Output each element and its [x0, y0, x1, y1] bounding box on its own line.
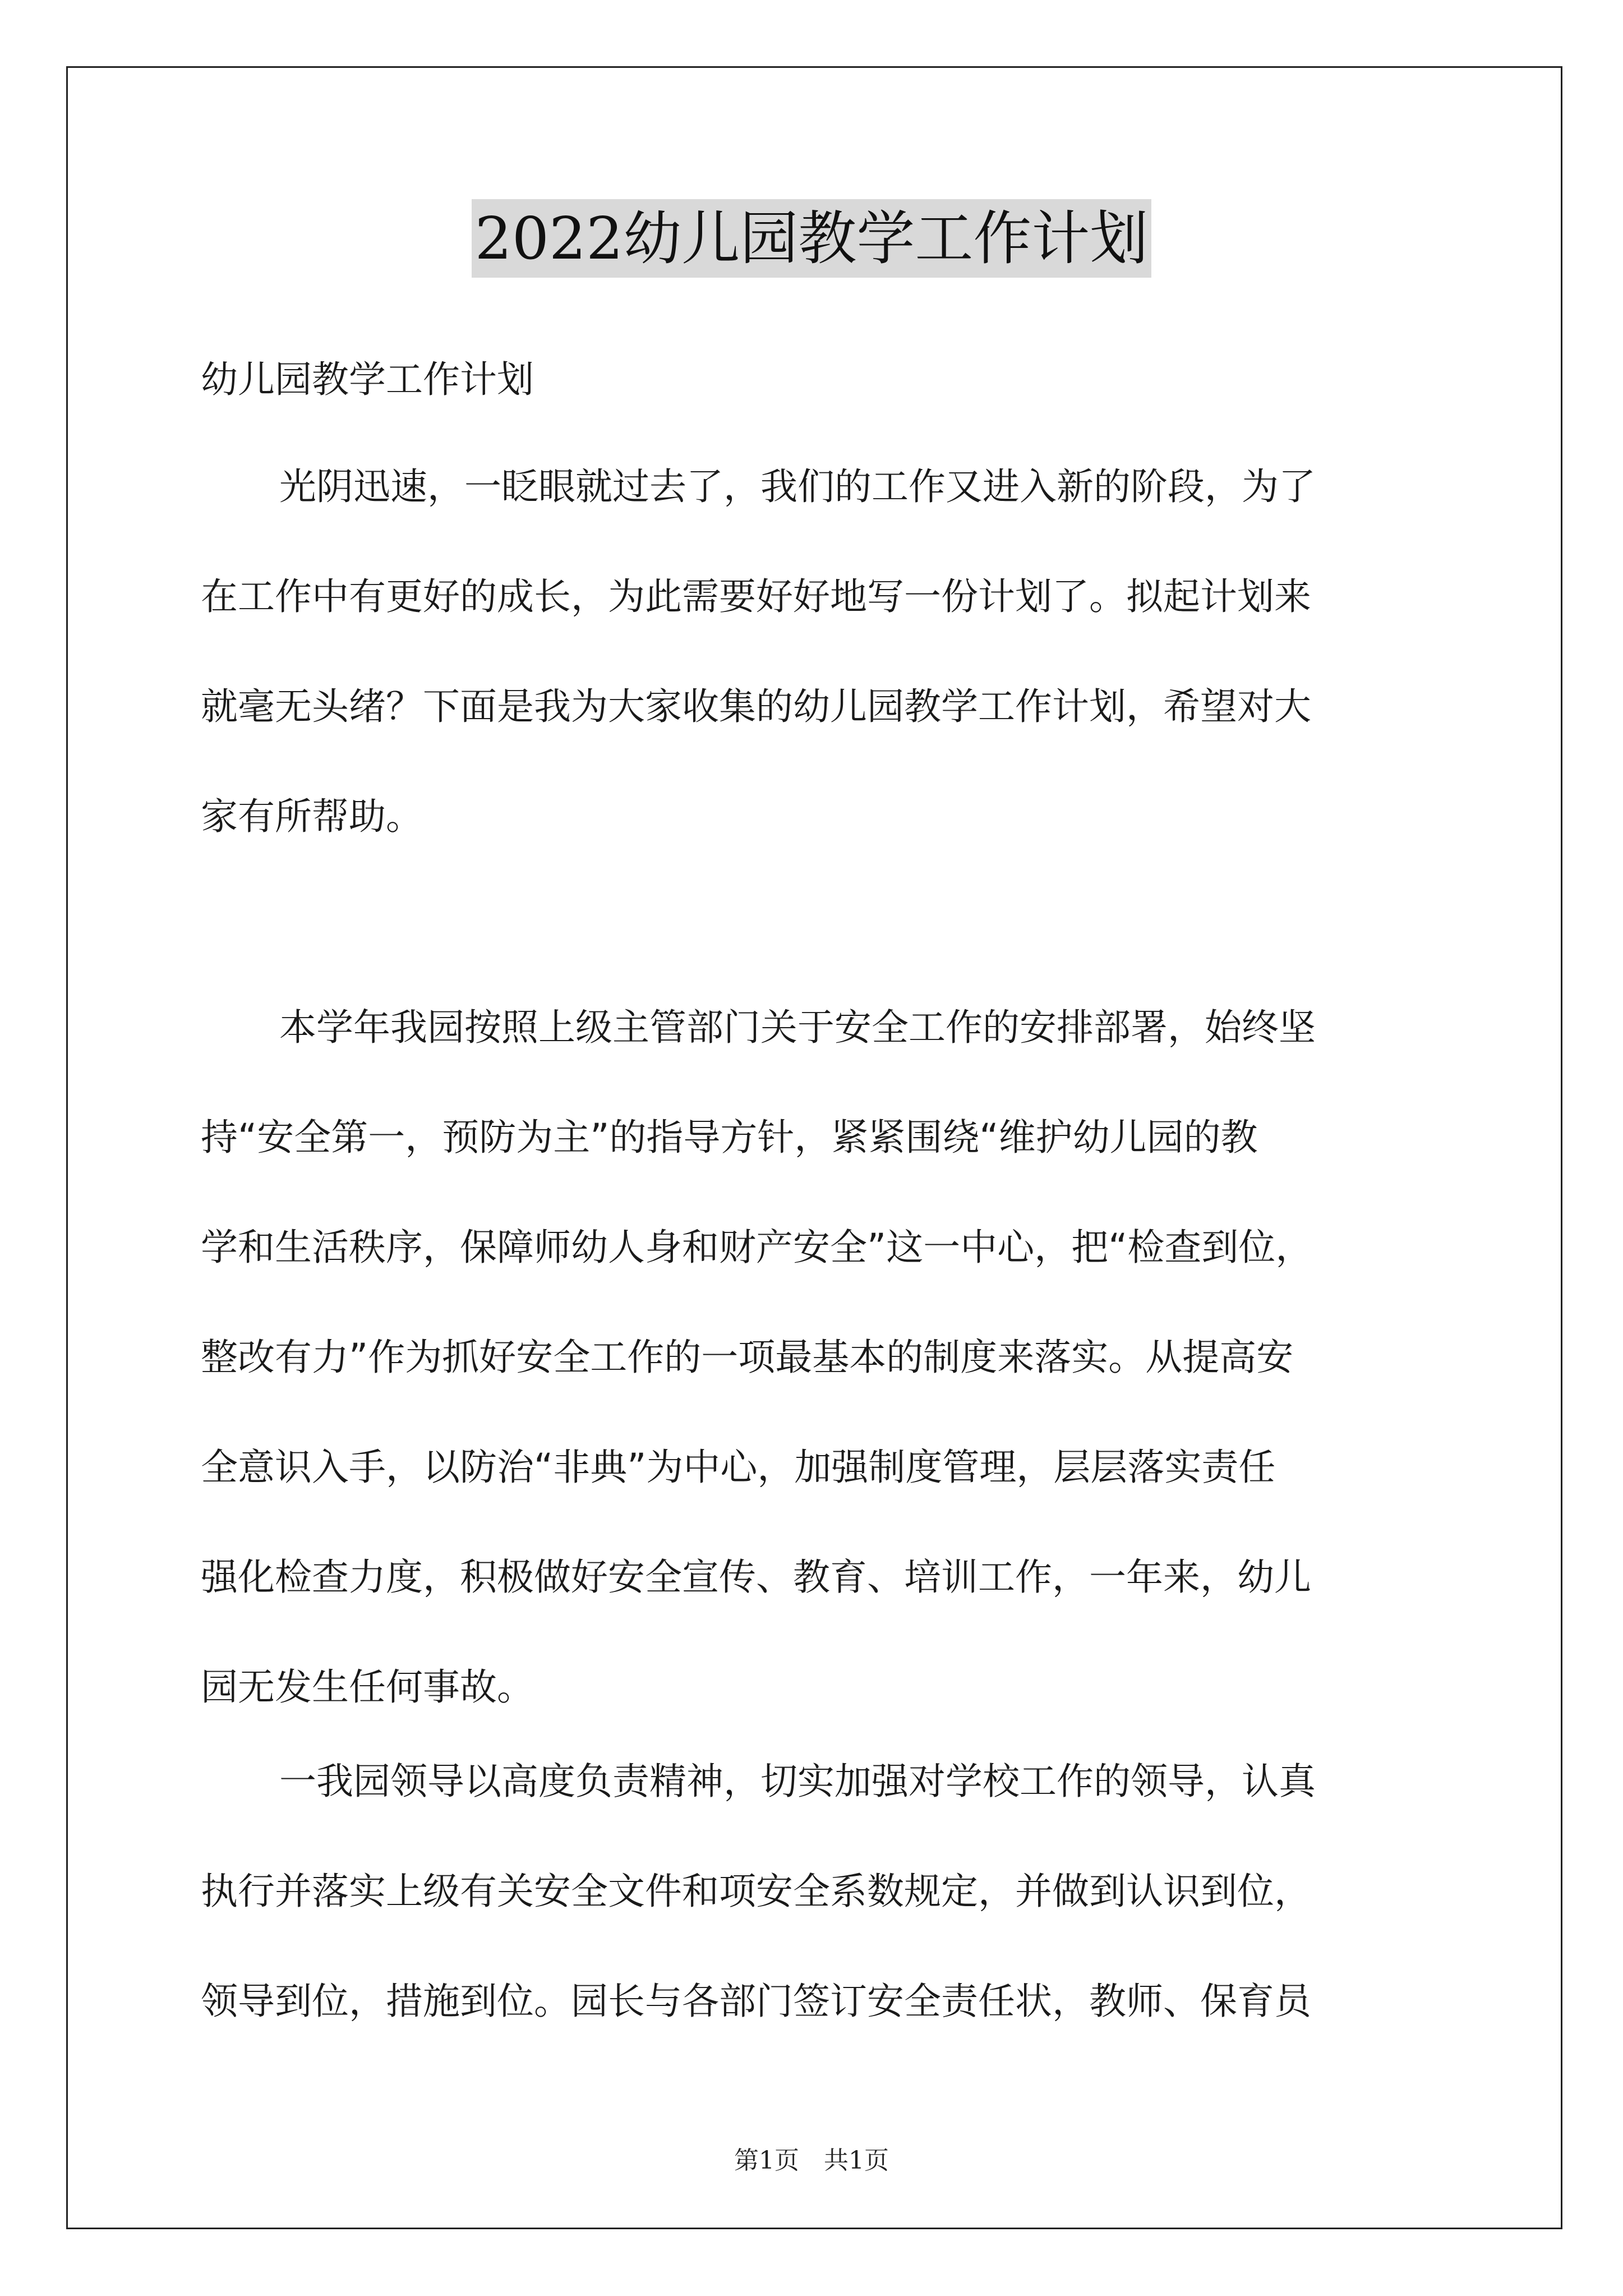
paragraph-line: 家有所帮助。: [201, 795, 423, 838]
document-title: 2022幼儿园教学工作计划: [472, 199, 1152, 278]
paragraph-intro: [201, 432, 1457, 872]
paragraph-safety-overview: [201, 973, 1457, 1742]
paragraph-line: 全意识入手，以防治“非典”为中心，加强制度管理，层层落实责任: [201, 1446, 1276, 1489]
paragraph-line: 园无发生任何事故。: [201, 1665, 534, 1709]
paragraph-line: 就毫无头绪？下面是我为大家收集的幼儿园教学工作计划，希望对大: [201, 685, 1311, 728]
paragraph-line: 本学年我园按照上级主管部门关于安全工作的安排部署，始终坚: [279, 1006, 1316, 1049]
title-container: [0, 199, 1623, 278]
paragraph-line: 领导到位，措施到位。园长与各部门签订安全责任状，教师、保育员: [201, 1980, 1311, 2023]
document-subtitle: 幼儿园教学工作计划: [201, 358, 534, 401]
page-footer: 第1页 共1页: [734, 2146, 889, 2175]
paragraph-line: 一我园领导以高度负责精神，切实加强对学校工作的领导，认真: [279, 1760, 1316, 1803]
paragraph-line: 学和生活秩序，保障师幼人身和财产安全”这一中心，把“检查到位，: [201, 1226, 1313, 1269]
paragraph-line: 强化检查力度，积极做好安全宣传、教育、培训工作，一年来，幼儿: [201, 1556, 1311, 1599]
paragraph-line: 光阴迅速，一眨眼就过去了，我们的工作又进入新的阶段，为了: [279, 465, 1316, 508]
paragraph-line: 持“安全第一，预防为主”的指导方针，紧紧围绕“维护幼儿园的教: [201, 1116, 1258, 1159]
paragraph-leadership: [201, 1727, 1457, 2056]
paragraph-line: 执行并落实上级有关安全文件和项安全系数规定，并做到认识到位，: [201, 1870, 1311, 1913]
paragraph-line: 在工作中有更好的成长，为此需要好好地写一份计划了。拟起计划来: [201, 575, 1311, 618]
paragraph-line: 整改有力”作为抓好安全工作的一项最基本的制度来落实。从提高安: [201, 1336, 1294, 1379]
